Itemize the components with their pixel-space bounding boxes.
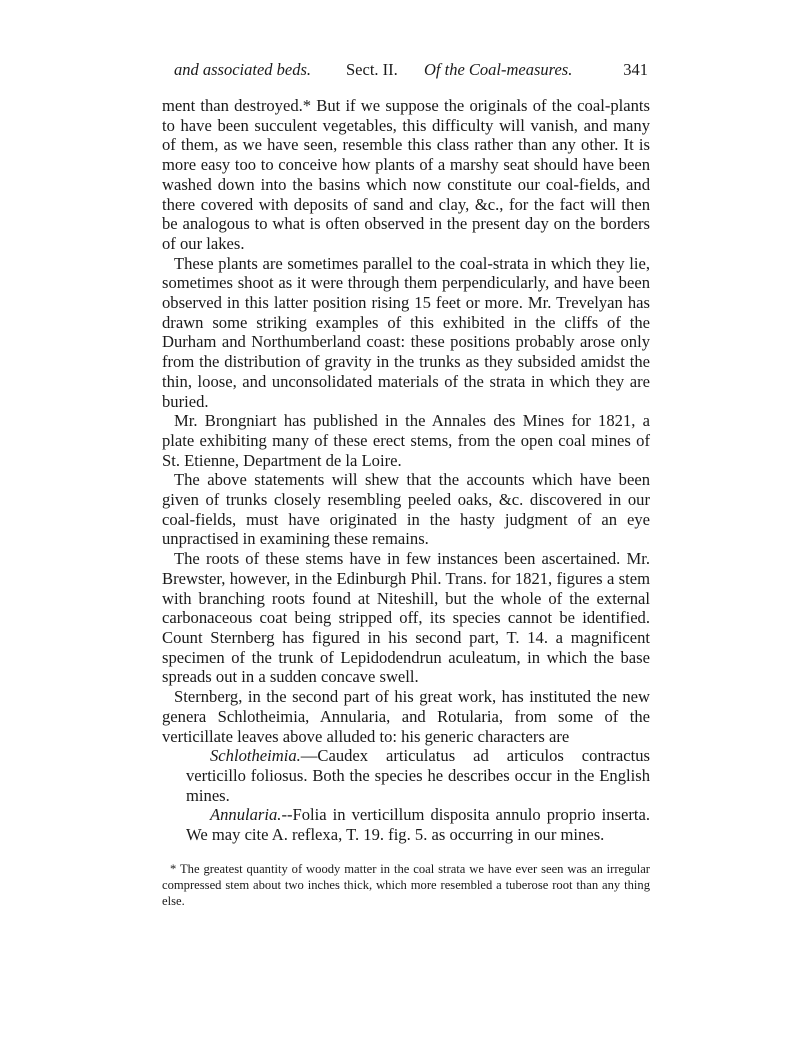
body-text xyxy=(162,96,650,845)
page-number: 341 xyxy=(623,60,648,79)
running-head-section: Sect. II. xyxy=(346,60,398,79)
paragraph-2: These plants are sometimes parallel to the coal-strata in which they lie, sometimes shoot as it were through them perpendicularly, and have been observed in this latter position rising 15 feet or more. Mr. Trevelyan has drawn some striking examples of this exhibited in the cliffs of the Durham and Northumberland coast: these positions probably arose only from the distribution of gravity in the trunks as they subsided amidst the thin, loose, and unconsolidated materials of the strata in which they are buried. xyxy=(162,253,650,411)
book-page xyxy=(162,60,650,921)
paragraph-5: The roots of these stems have in few instances been ascertained. Mr. Brewster, however, in the Edinburgh Phil. Trans. for 1821, figures a stem with branching roots found at Niteshill, but the whole of the external carbonaceous coat being stripped off, its species cannot be identified. Count Sternberg has figured in his second part, T. 14. a magnificent specimen of the trunk of Lepidodendrun aculeatum, in which the base spreads out in a sudden concave swell. xyxy=(162,549,650,687)
running-head-right: Of the Coal-measures. xyxy=(424,60,573,79)
definition-text: --Folia in verticillum disposita annulo proprio inserta. We may cite A. reflexa, T. 19. fig. 5. as occurring in our mines. xyxy=(186,805,650,845)
definition-term: Schlotheimia. xyxy=(210,746,301,766)
definition-term: Annularia. xyxy=(210,805,282,825)
definition-schlotheimia xyxy=(186,746,650,805)
running-head xyxy=(162,60,650,82)
paragraph-1: ment than destroyed.* But if we suppose the originals of the coal-plants to have been succulent vegetables, this difficulty will vanish, and many of them, as we have seen, resemble this class rather than any other. It is more easy too to conceive how plants of a marshy seat should have been washed down into the basins which now constitute our coal-fields, and there covered with deposits of sand and clay, &c., for the fact will then be analogous to what is often observed in the present day on the borders of our lakes. xyxy=(162,96,650,253)
paragraph-4: The above statements will shew that the accounts which have been given of trunks closely resembling peeled oaks, &c. discovered in our coal-fields, must have originated in the hasty judgment of an eye unpractised in examining these remains. xyxy=(162,470,650,549)
footnote: * The greatest quantity of woody matter in the coal strata we have ever seen was an irregular compressed stem about two inches thick, which more resembled a tuberose root than any thing else. xyxy=(162,861,650,908)
paragraph-6: Sternberg, in the second part of his great work, has instituted the new genera Schlotheimia, Annularia, and Rotularia, from some of the verticillate leaves above alluded to: his generic characters are xyxy=(162,687,650,746)
definition-annularia xyxy=(186,805,650,844)
paragraph-3: Mr. Brongniart has published in the Annales des Mines for 1821, a plate exhibiting many of these erect stems, from the open coal mines of St. Etienne, Department de la Loire. xyxy=(162,411,650,470)
definition-text: —Caudex articulatus ad articulos contractus verticillo foliosus. Both the species he describes occur in the English mines. xyxy=(186,746,650,805)
running-head-left: and associated beds. xyxy=(174,60,312,79)
